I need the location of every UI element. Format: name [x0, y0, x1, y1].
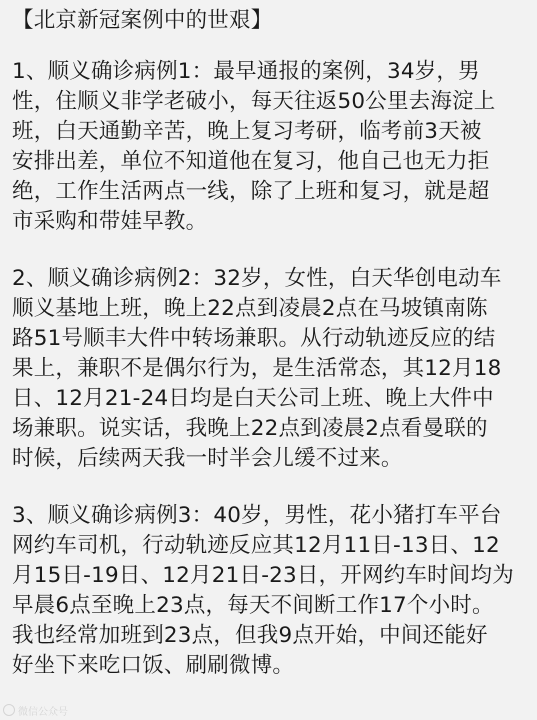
case-3-line: 月15日-19日、12月21日-23日，开网约车时间均为	[12, 563, 514, 588]
case-2-line: 日、12月21-24日均是白天公司上班、晚上大件中	[12, 386, 494, 411]
case-1-line: 班，白天通勤辛苦，晚上复习考研，临考前3天被	[12, 119, 482, 144]
case-paragraph-3	[12, 501, 525, 681]
case-1-line: 市采购和带娃早教。	[12, 209, 208, 234]
case-2-line: 顺义基地上班，晚上22点到凌晨2点在马坡镇南陈	[12, 296, 488, 321]
case-3-line: 网约车司机，行动轨迹反应其12月11日-13日、12	[12, 533, 500, 558]
case-3-line: 好坐下来吃口饭、刷刷微博。	[12, 653, 295, 678]
case-3-line: 3、顺义确诊病例3：40岁，男性，花小猪打车平台	[12, 503, 502, 528]
watermark-logo-icon	[3, 704, 15, 716]
case-paragraph-2	[12, 264, 525, 474]
case-3-line: 早晨6点至晚上23点，每天不间断工作17个小时。	[12, 593, 494, 618]
case-1-line: 性，住顺义非学老破小，每天往返50公里去海淀上	[12, 89, 496, 114]
case-2-line: 果上，兼职不是偶尔行为，是生活常态，其12月18	[12, 356, 502, 381]
case-1-line: 1、顺义确诊病例1：最早通报的案例，34岁，男	[12, 59, 480, 84]
case-2-line: 时候，后续两天我一时半会儿缓不过来。	[12, 446, 403, 471]
case-1-line: 安排出差，单位不知道他在复习，他自己也无力拒	[12, 149, 490, 174]
case-2-line: 场兼职。说实话，我晚上22点到凌晨2点看曼联的	[12, 416, 488, 441]
case-2-line: 2、顺义确诊病例2：32岁，女性，白天华创电动车	[12, 266, 502, 291]
post-title: 【北京新冠案例中的世艰】	[12, 8, 273, 33]
case-3-line: 我也经常加班到23点，但我9点开始，中间还能好	[12, 623, 488, 648]
watermark-text: 微信公众号	[18, 706, 68, 718]
watermark	[3, 703, 68, 717]
case-2-line: 路51号顺丰大件中转场兼职。从行动轨迹反应的结	[12, 326, 496, 351]
case-1-line: 绝，工作生活两点一线，除了上班和复习，就是超	[12, 179, 490, 204]
case-paragraph-1	[12, 57, 525, 237]
